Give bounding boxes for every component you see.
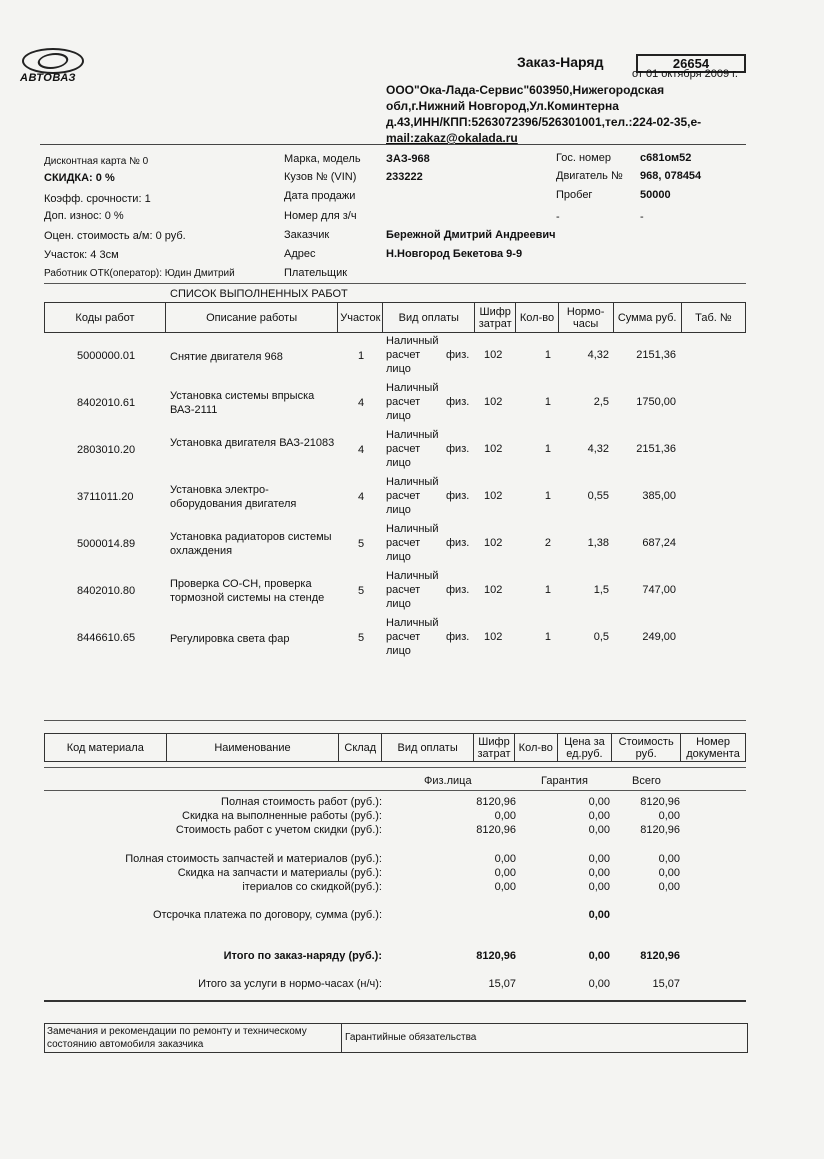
parts-number-label: Номер для з/ч [284, 210, 357, 222]
totals-row-label: Скидка на запчасти и материалы (руб.): [177, 867, 382, 879]
vin-value: 233222 [386, 171, 423, 183]
company-line: mail:zakaz@okalada.ru [386, 131, 518, 145]
work-sum: 2151,36 [636, 443, 676, 455]
hours-total-warranty: 0,00 [588, 978, 610, 990]
work-section: 4 [358, 397, 365, 409]
extra-wear: Доп. износ: 0 % [44, 210, 124, 222]
col-header: Шифр затрат [475, 303, 516, 333]
warranty-label: Гарантийные обязательства [345, 1032, 477, 1043]
engine-value: 968, 078454 [640, 170, 702, 182]
work-qty: 1 [544, 631, 551, 643]
works-end-divider [44, 720, 746, 721]
payment-type-line1: Наличный [386, 429, 439, 441]
work-code: 8446610.65 [77, 632, 136, 644]
grand-total-warranty: 0,00 [588, 950, 610, 962]
materials-divider [44, 767, 746, 768]
document-title: Заказ-Наряд [517, 54, 604, 70]
col-header: Код материала [45, 734, 167, 762]
work-description: Установка радиаторов системы охлаждения [170, 531, 332, 557]
table-row [44, 523, 744, 572]
hours-total-individuals: 15,07 [488, 978, 516, 990]
work-code: 5000014.89 [77, 538, 136, 550]
work-qty: 1 [544, 490, 551, 502]
hours-total-label: Итого за услуги в нормо-часах (н/ч): [198, 978, 382, 990]
payment-type-line2: расчет [386, 584, 421, 596]
norm-hours: 1,38 [587, 537, 609, 549]
totals-row-warranty: 0,00 [588, 796, 610, 808]
materials-header-table [44, 733, 746, 762]
payment-type-line2: расчет [386, 396, 421, 408]
work-description: Установка электро-оборудования двигателя [170, 484, 297, 510]
work-code: 5000000.01 [77, 350, 136, 362]
plate-label: Гос. номер [556, 152, 611, 164]
totals-divider [44, 790, 746, 791]
works-section-title: СПИСОК ВЫПОЛНЕННЫХ РАБОТ [170, 288, 348, 300]
address-value: Н.Новгород Бекетова 9-9 [386, 248, 523, 260]
vin-label: Кузов № (VIN) [284, 171, 357, 183]
totals-row-total: 8120,96 [640, 796, 680, 808]
work-section: 4 [358, 491, 365, 503]
work-description: Установка системы впрыска ВАЗ-2111 [170, 390, 315, 416]
blank-dash: - [640, 211, 644, 223]
table-row [44, 335, 744, 384]
deferral-value: 0,00 [588, 909, 610, 921]
payment-type-line3: лицо [386, 598, 411, 610]
totals-row-total: 0,00 [658, 853, 680, 865]
totals-row-individuals: 0,00 [494, 810, 516, 822]
order-number: 26654 [636, 54, 746, 73]
work-code: 8402010.80 [77, 585, 136, 597]
payment-type-line1: Наличный [386, 617, 439, 629]
work-section: 1 [358, 350, 365, 362]
payment-kind: физ. [446, 396, 470, 408]
work-description: Регулировка света фар [170, 633, 290, 645]
cost-cipher: 102 [484, 396, 503, 408]
grand-total-individuals: 8120,96 [476, 950, 516, 962]
totals-row-total: 0,00 [658, 867, 680, 879]
col-header: Участок [338, 303, 383, 333]
mileage-value: 50000 [640, 189, 671, 201]
col-header: Вид оплаты [383, 303, 475, 333]
payment-type-line3: лицо [386, 457, 411, 469]
works-header-table [44, 302, 746, 333]
work-sum: 747,00 [642, 584, 676, 596]
payment-type-line1: Наличный [386, 335, 439, 347]
deferral-label: Отсрочка платежа по договору, сумма (руб.): [152, 909, 382, 921]
work-sum: 385,00 [642, 490, 676, 502]
company-details [386, 82, 746, 146]
payment-type-line1: Наличный [386, 382, 439, 394]
totals-row-total: 0,00 [658, 881, 680, 893]
hours-total-all: 15,07 [652, 978, 680, 990]
payment-type-line2: расчет [386, 631, 421, 643]
totals-row-warranty: 0,00 [588, 810, 610, 822]
discount-card: Дисконтная карта № 0 [44, 156, 149, 167]
norm-hours: 1,5 [593, 584, 609, 596]
work-code: 2803010.20 [77, 444, 136, 456]
totals-header-individuals: Физ.лица [424, 775, 472, 787]
totals-row-total: 0,00 [658, 810, 680, 822]
col-header: Коды работ [45, 303, 166, 333]
norm-hours: 4,32 [587, 443, 609, 455]
company-line: ООО"Ока-Лада-Сервис"603950,Нижегородская [386, 83, 665, 97]
col-header: Шифр затрат [474, 734, 515, 762]
col-header: Кол-во [516, 303, 559, 333]
work-qty: 2 [544, 537, 551, 549]
work-section: 5 [358, 632, 365, 644]
table-row [44, 617, 744, 666]
totals-row-warranty: 0,00 [588, 853, 610, 865]
payment-type-line3: лицо [386, 410, 411, 422]
sale-date-label: Дата продажи [284, 190, 356, 202]
payer-label: Плательщик [284, 267, 348, 279]
cost-cipher: 102 [484, 349, 503, 361]
payment-type-line2: расчет [386, 443, 421, 455]
col-header: Номер документа [681, 734, 746, 762]
totals-row-label: Полная стоимость работ (руб.): [221, 796, 382, 808]
model-value: ЗАЗ-968 [386, 153, 430, 165]
info-divider [44, 283, 746, 284]
car-valuation: Оцен. стоимость а/м: 0 руб. [44, 230, 186, 242]
customer-value: Бережной Дмитрий Андреевич [386, 229, 556, 241]
totals-row-label: Стоимость работ с учетом скидки (руб.): [175, 824, 382, 836]
norm-hours: 0,5 [593, 631, 609, 643]
work-code: 3711011.20 [77, 491, 134, 503]
cost-cipher: 102 [484, 631, 503, 643]
work-sum: 249,00 [642, 631, 676, 643]
plate-value: с681ом52 [640, 152, 692, 164]
totals-row-warranty: 0,00 [588, 881, 610, 893]
col-header: Таб. № [681, 303, 745, 333]
payment-type-line2: расчет [386, 537, 421, 549]
company-line: обл,г.Нижний Новгород,Ул.Коминтерна [386, 99, 619, 113]
header-divider [40, 144, 746, 145]
blank-dash: - [556, 211, 560, 223]
totals-row-individuals: 0,00 [494, 853, 516, 865]
company-line: д.43,ИНН/КПП:5263072396/526301001,тел.:224-02-35,е- [386, 115, 702, 129]
avtovaz-logo-icon [22, 48, 84, 74]
work-section: 5 [358, 538, 365, 550]
norm-hours: 4,32 [587, 349, 609, 361]
col-header: Описание работы [165, 303, 337, 333]
payment-kind: физ. [446, 537, 470, 549]
customer-label: Заказчик [284, 229, 330, 241]
grand-total-all: 8120,96 [640, 950, 680, 962]
work-qty: 1 [544, 349, 551, 361]
payment-kind: физ. [446, 443, 470, 455]
work-section: 5 [358, 585, 365, 597]
payment-kind: физ. [446, 584, 470, 596]
model-label: Марка, модель [284, 153, 361, 165]
totals-row-individuals: 0,00 [494, 881, 516, 893]
work-qty: 1 [544, 443, 551, 455]
cost-cipher: 102 [484, 443, 503, 455]
table-row [44, 429, 744, 478]
workshop-section: Участок: 4 3см [44, 249, 119, 261]
grand-total-label: Итого по заказ-наряду (руб.): [223, 950, 382, 962]
address-label: Адрес [284, 248, 316, 260]
payment-type-line3: лицо [386, 504, 411, 516]
remarks-box [44, 1023, 748, 1053]
work-sum: 2151,36 [636, 349, 676, 361]
totals-row-label: Скидка на выполненные работы (руб.): [182, 810, 382, 822]
work-qty: 1 [544, 396, 551, 408]
payment-type-line1: Наличный [386, 523, 439, 535]
totals-row-individuals: 8120,96 [476, 796, 516, 808]
payment-type-line2: расчет [386, 349, 421, 361]
brand-logo-text: АВТОВАЗ [20, 72, 76, 84]
order-date: от 01 октября 2009 г. [632, 68, 738, 80]
table-row [44, 476, 744, 525]
totals-row-individuals: 8120,96 [476, 824, 516, 836]
work-qty: 1 [544, 584, 551, 596]
cost-cipher: 102 [484, 584, 503, 596]
col-header: Цена за ед.руб. [557, 734, 612, 762]
cost-cipher: 102 [484, 537, 503, 549]
engine-label: Двигатель № [556, 170, 623, 182]
qc-operator: Работник ОТК(оператор): Юдин Дмитрий [44, 268, 235, 279]
payment-type-line1: Наличный [386, 476, 439, 488]
col-header: Сумма руб. [613, 303, 681, 333]
remarks-label: Замечания и рекомендации по ремонту и техническому состоянию автомобиля заказчика [47, 1026, 307, 1050]
remarks-divider [341, 1024, 342, 1052]
payment-kind: физ. [446, 631, 470, 643]
table-row [44, 570, 744, 619]
payment-type-line3: лицо [386, 363, 411, 375]
col-header: Кол-во [514, 734, 557, 762]
norm-hours: 2,5 [593, 396, 609, 408]
payment-type-line1: Наличный [386, 570, 439, 582]
payment-kind: физ. [446, 490, 470, 502]
totals-row-label: ітериалов со скидкой(руб.): [242, 881, 382, 893]
payment-kind: физ. [446, 349, 470, 361]
cost-cipher: 102 [484, 490, 503, 502]
totals-header-warranty: Гарантия [541, 775, 588, 787]
payment-type-line3: лицо [386, 551, 411, 563]
work-description: Установка двигателя ВАЗ-21083 [170, 437, 335, 449]
totals-row-warranty: 0,00 [588, 867, 610, 879]
work-description: Снятие двигателя 968 [170, 351, 283, 363]
totals-end-divider [44, 1000, 746, 1002]
work-code: 8402010.61 [77, 397, 136, 409]
totals-row-total: 8120,96 [640, 824, 680, 836]
col-header: Вид оплаты [382, 734, 474, 762]
col-header: Нормо-часы [558, 303, 613, 333]
work-description: Проверка СО-СН, проверка тормозной системы на стенде [170, 578, 325, 604]
discount: СКИДКА: 0 % [44, 172, 115, 184]
table-row [44, 382, 744, 431]
norm-hours: 0,55 [587, 490, 609, 502]
work-sum: 1750,00 [636, 396, 676, 408]
mileage-label: Пробег [556, 189, 593, 201]
payment-type-line2: расчет [386, 490, 421, 502]
work-sum: 687,24 [642, 537, 676, 549]
col-header: Стоимость руб. [612, 734, 681, 762]
work-section: 4 [358, 444, 365, 456]
col-header: Склад [339, 734, 382, 762]
col-header: Наименование [166, 734, 339, 762]
totals-row-individuals: 0,00 [494, 867, 516, 879]
totals-header-total: Всего [632, 775, 661, 787]
urgency-coef: Коэфф. срочности: 1 [44, 193, 151, 205]
totals-row-warranty: 0,00 [588, 824, 610, 836]
payment-type-line3: лицо [386, 645, 411, 657]
totals-row-label: Полная стоимость запчастей и материалов (руб.): [125, 853, 382, 865]
